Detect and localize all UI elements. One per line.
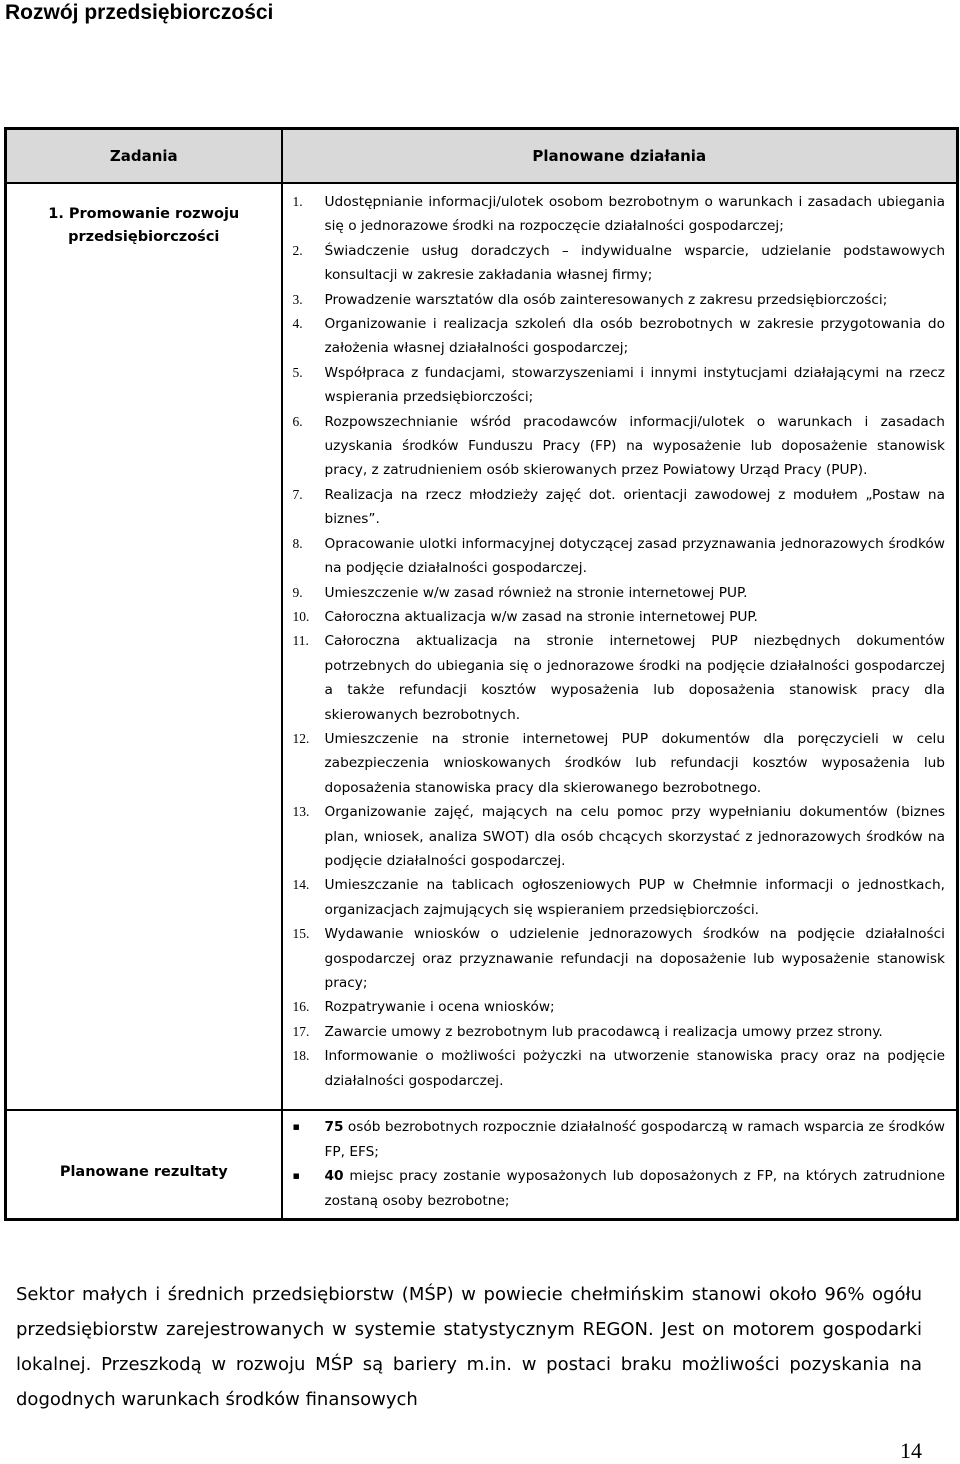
action-item	[293, 410, 946, 483]
action-number: 17.	[292, 1023, 310, 1039]
action-text: Zawarcie umowy z bezrobotnym lub pracodawcą i realizacja umowy przez strony.	[324, 1023, 883, 1040]
header-actions: Planowane działania	[282, 129, 958, 184]
action-item	[293, 922, 946, 995]
action-number: 5.	[292, 364, 303, 380]
square-bullet-icon: ▪	[292, 1169, 300, 1183]
action-text: Świadczenie usług doradczych – indywidualne wsparcie, udzielanie podstawowych konsultacji w zakresie zakładania własnej firmy;	[324, 242, 945, 284]
square-bullet-icon: ▪	[292, 1120, 300, 1134]
action-number: 8.	[292, 535, 303, 551]
action-item	[293, 605, 946, 629]
action-text: Realizacja na rzecz młodzieży zajęć dot. orientacji zawodowej z modułem „Postaw na biznes”.	[324, 486, 945, 528]
results-label: Planowane rezultaty	[59, 1164, 228, 1180]
action-text: Umieszczenie w/w zasad również na stronie internetowej PUP.	[324, 584, 748, 601]
action-number: 11.	[292, 633, 309, 649]
action-number: 6.	[292, 413, 303, 429]
action-number: 16.	[292, 999, 310, 1015]
result-item	[293, 1164, 946, 1213]
action-item	[293, 190, 946, 239]
result-text: miejsc pracy zostanie wyposażonych lub doposażonych z FP, na których zatrudnione zostaną osoby bezrobotne;	[324, 1168, 945, 1209]
action-text: Rozpatrywanie i ocena wniosków;	[324, 999, 555, 1016]
action-text: Współpraca z fundacjami, stowarzyszeniami i innymi instytucjami działającymi na rzecz wspierania przedsiębiorczości;	[324, 364, 945, 406]
results-row	[6, 1110, 958, 1219]
action-text: Wydawanie wniosków o udzielenie jednorazowych środków na podjęcie działalności gospodarczej oraz przyznawanie refundacji na doposażenie lub wyposażenie stanowisk pracy;	[324, 926, 945, 991]
action-item	[293, 995, 946, 1019]
table-header-row	[6, 129, 958, 184]
page-number: 14	[900, 1438, 922, 1463]
action-item	[293, 1020, 946, 1044]
action-item	[293, 532, 946, 581]
action-text: Umieszczenie na stronie internetowej PUP dokumentów dla poręczycieli w celu zabezpieczenia wnioskowanych środków lub refundacji kosztów wyposażenia lub doposażenia stanowiska pracy dla skierowanego bezrobotnego.	[324, 730, 945, 796]
results-label-cell	[6, 1110, 282, 1219]
action-number: 12.	[292, 730, 310, 746]
action-text: Udostępnianie informacji/ulotek osobom bezrobotnym o warunkach i zasadach ubiegania się o jednorazowe środki na rozpoczęcie działalności gospodarczej;	[324, 194, 945, 235]
action-item	[293, 361, 946, 410]
action-item	[293, 483, 946, 532]
result-count: 75	[324, 1119, 344, 1136]
action-item	[293, 581, 946, 605]
action-number: 1.	[292, 194, 303, 209]
action-item	[293, 629, 946, 727]
result-item	[293, 1115, 946, 1164]
action-number: 3.	[292, 291, 303, 307]
action-text: Prowadzenie warsztatów dla osób zainteresowanych z zakresu przedsiębiorczości;	[324, 291, 888, 308]
action-item	[293, 800, 946, 873]
action-text: Całoroczna aktualizacja na stronie internetowej PUP niezbędnych dokumentów potrzebnych do ubiegania się o jednorazowe środki na podjęcie działalności gospodarczej a także refundacji kosztów wyposażenia lub doposażenia stanowisk pracy dla skierowanych bezrobotnych.	[324, 633, 945, 723]
body-paragraph: Sektor małych i średnich przedsiębiorstw (MŚP) w powiecie chełmińskim stanowi około 96% ogółu przedsiębiorstw zarejestrowanych w systemie statystycznym REGON. Jest on motorem gospodarki lokalnej. Przeszkodą w rozwoju MŚP są bariery m.in. w postaci braku możliwości pozyskania na dogodnych warunkach środków finansowych	[16, 1284, 922, 1410]
action-text: Informowanie o możliwości pożyczki na utworzenie stanowiska pracy oraz na podjęcie działalności gospodarczej.	[324, 1048, 945, 1089]
action-item	[293, 727, 946, 800]
action-item	[293, 288, 946, 312]
action-item	[293, 1044, 946, 1093]
action-number: 10.	[292, 608, 310, 624]
task-label: 1. Promowanie rozwoju przedsiębiorczości	[48, 206, 240, 245]
actions-cell	[282, 183, 958, 1110]
action-number: 13.	[292, 804, 310, 820]
results-cell	[282, 1110, 958, 1219]
action-text: Umieszczanie na tablicach ogłoszeniowych PUP w Chełmnie informacji o jednostkach, organizacjach zajmujących się wspieraniem przedsiębiorczości.	[324, 877, 945, 918]
action-item	[293, 312, 946, 361]
page-heading: Rozwój przedsiębiorczości	[5, 1, 274, 24]
task-cell	[6, 183, 282, 1110]
action-number: 9.	[292, 584, 303, 600]
action-item	[293, 873, 946, 922]
action-number: 7.	[292, 486, 303, 502]
result-count: 40	[324, 1168, 344, 1185]
action-text: Opracowanie ulotki informacyjnej dotyczącej zasad przyznawania jednorazowych środków na podjęcie działalności gospodarczej.	[324, 535, 945, 577]
plan-table	[4, 127, 959, 1221]
action-text: Rozpowszechnianie wśród pracodawców informacji/ulotek o warunkach i zasadach uzyskania środków Funduszu Pracy (FP) na wyposażenie lub doposażenie stanowisk pracy, z zatrudnieniem osób skierowanych przez Powiatowy Urząd Pracy (PUP).	[324, 413, 945, 479]
action-item	[293, 239, 946, 288]
action-number: 15.	[292, 926, 310, 942]
action-text: Całoroczna aktualizacja w/w zasad na stronie internetowej PUP.	[324, 608, 758, 625]
action-number: 2.	[292, 242, 303, 258]
action-number: 18.	[292, 1048, 310, 1064]
actions-list	[283, 184, 957, 1093]
action-number: 4.	[292, 316, 303, 332]
action-text: Organizowanie zajęć, mających na celu pomoc przy wypełnianiu dokumentów (biznes plan, wniosek, analiza SWOT) dla osób chcących skorzystać z jednorazowych środków na podjęcie działalności gospodarczej.	[324, 804, 945, 869]
results-list	[283, 1111, 957, 1216]
actions-row	[6, 183, 958, 1110]
action-number: 14.	[292, 877, 310, 893]
action-text: Organizowanie i realizacja szkoleń dla osób bezrobotnych w zakresie przygotowania do założenia własnej działalności gospodarczej;	[324, 316, 945, 357]
header-tasks: Zadania	[6, 129, 282, 184]
result-text: osób bezrobotnych rozpocznie działalność gospodarczą w ramach wsparcia ze środków FP, EFS;	[324, 1119, 945, 1160]
